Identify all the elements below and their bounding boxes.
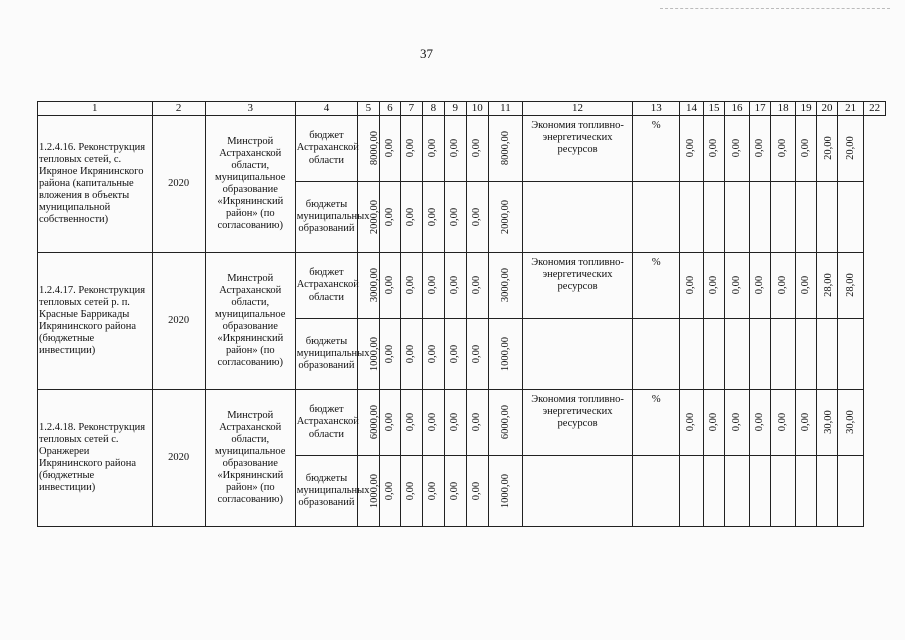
funding-value-text: 8000,00 <box>500 131 512 166</box>
funding-value <box>401 116 422 182</box>
funding-value <box>445 456 466 527</box>
target-value <box>795 390 816 456</box>
funding-value-text: 0,00 <box>383 207 395 227</box>
funding-value-text: 0,00 <box>471 413 483 432</box>
empty-target-cell <box>725 456 750 527</box>
funding-value <box>489 182 523 253</box>
funding-value-text: 0,00 <box>471 276 483 295</box>
funding-value <box>466 253 489 319</box>
funding-value <box>422 456 445 527</box>
measure-description: 1.2.4.17. Реконструкция тепловых сетей р. п. Красные Баррикады Икрянинского района (бюджетные инвестиции) <box>38 253 153 390</box>
target-value <box>680 116 704 182</box>
empty-target-cell <box>703 182 724 253</box>
empty-target-cell <box>680 456 704 527</box>
empty-target-cell <box>795 319 816 390</box>
target-value <box>837 253 864 319</box>
target-value-text: 0,00 <box>708 413 720 432</box>
target-value-text: 0,00 <box>754 413 766 432</box>
measure-executor: Минстрой Астраханской области, муниципальное образование «Икрянинский район» (по согласованию) <box>205 116 295 253</box>
target-value-text: 0,00 <box>777 413 789 432</box>
target-value-text: 0,00 <box>777 276 789 295</box>
empty-target-cell <box>771 182 796 253</box>
funding-value <box>401 253 422 319</box>
empty-unit-cell <box>633 456 680 527</box>
target-value <box>771 390 796 456</box>
column-header-13: 13 <box>633 102 680 116</box>
funding-value <box>489 253 523 319</box>
target-value <box>680 390 704 456</box>
table-row <box>38 253 886 319</box>
target-value <box>703 390 724 456</box>
measure-executor: Минстрой Астраханской области, муниципальное образование «Икрянинский район» (по согласованию) <box>205 390 295 527</box>
empty-unit-cell <box>633 182 680 253</box>
funding-source-name: бюджет Астраханской области <box>295 253 357 319</box>
target-value-text: 28,00 <box>823 273 835 298</box>
target-value-text: 20,00 <box>823 136 835 161</box>
empty-target-cell <box>749 456 770 527</box>
funding-value <box>445 182 466 253</box>
target-value <box>725 116 750 182</box>
column-header-2: 2 <box>152 102 205 116</box>
funding-value-text: 1000,00 <box>500 473 512 509</box>
column-header-15: 15 <box>703 102 724 116</box>
funding-value-text: 8000,00 <box>369 131 381 166</box>
funding-source-name: бюджет Астраханской области <box>295 116 357 182</box>
target-value-text: 0,00 <box>800 139 812 158</box>
column-header-3: 3 <box>205 102 295 116</box>
target-value <box>749 116 770 182</box>
funding-value <box>358 253 379 319</box>
empty-target-cell <box>725 319 750 390</box>
empty-target-cell <box>771 319 796 390</box>
empty-target-cell <box>771 456 796 527</box>
target-value <box>771 116 796 182</box>
target-value <box>837 390 864 456</box>
target-value-text: 0,00 <box>685 139 697 158</box>
funding-value <box>489 319 523 390</box>
column-header-12: 12 <box>522 102 632 116</box>
column-header-8: 8 <box>422 102 445 116</box>
funding-value-text: 0,00 <box>405 344 417 364</box>
target-value-text: 28,00 <box>844 273 856 298</box>
funding-value-text: 0,00 <box>427 276 439 295</box>
measure-executor: Минстрой Астраханской области, муниципальное образование «Икрянинский район» (по согласованию) <box>205 253 295 390</box>
column-header-10: 10 <box>466 102 489 116</box>
funding-value-text: 0,00 <box>427 344 439 364</box>
funding-value <box>422 253 445 319</box>
target-value-text: 30,00 <box>844 410 856 435</box>
funding-value-text: 0,00 <box>449 481 461 501</box>
funding-value-text: 0,00 <box>405 413 417 432</box>
funding-value-text: 0,00 <box>449 344 461 364</box>
indicator-unit: % <box>633 390 680 456</box>
empty-target-cell <box>703 456 724 527</box>
funding-value <box>358 319 379 390</box>
indicator-unit: % <box>633 253 680 319</box>
empty-indicator-cell <box>522 319 632 390</box>
column-header-7: 7 <box>401 102 422 116</box>
empty-indicator-cell <box>522 456 632 527</box>
column-header-4: 4 <box>295 102 357 116</box>
funding-value-text: 0,00 <box>471 139 483 158</box>
target-value-text: 0,00 <box>685 276 697 295</box>
funding-value-text: 0,00 <box>427 413 439 432</box>
funding-value-text: 0,00 <box>383 139 395 158</box>
funding-source-name: бюджеты муниципальных образований <box>295 456 357 527</box>
table-row <box>38 390 886 456</box>
target-value <box>771 253 796 319</box>
funding-value-text: 6000,00 <box>369 405 381 440</box>
target-value <box>703 253 724 319</box>
empty-target-cell <box>703 319 724 390</box>
column-header-22: 22 <box>864 102 886 116</box>
target-value-text: 0,00 <box>800 276 812 295</box>
funding-value-text: 0,00 <box>471 481 483 501</box>
funding-value <box>422 116 445 182</box>
column-header-6: 6 <box>379 102 400 116</box>
funding-value <box>445 319 466 390</box>
column-header-11: 11 <box>489 102 523 116</box>
funding-value <box>489 116 523 182</box>
funding-value-text: 0,00 <box>449 413 461 432</box>
funding-value <box>358 116 379 182</box>
column-header-18: 18 <box>771 102 796 116</box>
indicator-unit: % <box>633 116 680 182</box>
funding-value-text: 1000,00 <box>369 336 381 372</box>
column-header-14: 14 <box>680 102 704 116</box>
target-value <box>837 116 864 182</box>
funding-value <box>379 456 400 527</box>
funding-value <box>358 390 379 456</box>
target-value <box>817 116 837 182</box>
column-header-21: 21 <box>837 102 864 116</box>
table-row <box>38 116 886 182</box>
funding-value <box>379 253 400 319</box>
column-header-9: 9 <box>445 102 466 116</box>
funding-value-text: 3000,00 <box>369 268 381 303</box>
funding-value-text: 0,00 <box>449 207 461 227</box>
target-value <box>725 253 750 319</box>
funding-value <box>379 182 400 253</box>
funding-value-text: 0,00 <box>427 481 439 501</box>
empty-target-cell <box>795 182 816 253</box>
funding-value-text: 0,00 <box>405 481 417 501</box>
funding-value <box>466 390 489 456</box>
funding-source-name: бюджеты муниципальных образований <box>295 319 357 390</box>
column-header-16: 16 <box>725 102 750 116</box>
target-value <box>749 390 770 456</box>
measure-description: 1.2.4.18. Реконструкция тепловых сетей с. Оранжереи Икрянинского района (бюджетные инвестиции) <box>38 390 153 527</box>
program-table <box>37 101 886 527</box>
funding-value-text: 1000,00 <box>500 336 512 372</box>
funding-value-text: 0,00 <box>471 344 483 364</box>
target-value <box>749 253 770 319</box>
funding-value <box>445 253 466 319</box>
funding-value <box>422 390 445 456</box>
target-value-text: 0,00 <box>708 139 720 158</box>
funding-value-text: 2000,00 <box>500 199 512 235</box>
empty-target-cell <box>817 319 837 390</box>
target-value-text: 30,00 <box>823 410 835 435</box>
funding-value-text: 0,00 <box>405 276 417 295</box>
column-header-19: 19 <box>795 102 816 116</box>
funding-value <box>489 456 523 527</box>
funding-value <box>466 319 489 390</box>
funding-source-name: бюджет Астраханской области <box>295 390 357 456</box>
empty-target-cell <box>680 319 704 390</box>
target-value-text: 0,00 <box>800 413 812 432</box>
empty-target-cell <box>725 182 750 253</box>
top-edge-line <box>660 8 890 9</box>
funding-value-text: 0,00 <box>383 413 395 432</box>
target-value-text: 0,00 <box>685 413 697 432</box>
funding-value <box>445 116 466 182</box>
funding-value-text: 0,00 <box>449 276 461 295</box>
funding-value-text: 0,00 <box>383 276 395 295</box>
funding-value-text: 1000,00 <box>369 473 381 509</box>
funding-value <box>401 319 422 390</box>
target-value-text: 0,00 <box>731 139 743 158</box>
empty-indicator-cell <box>522 182 632 253</box>
funding-value <box>466 456 489 527</box>
funding-value <box>379 319 400 390</box>
funding-value-text: 0,00 <box>405 139 417 158</box>
target-value <box>703 116 724 182</box>
funding-value-text: 0,00 <box>427 207 439 227</box>
indicator-name: Экономия топливно-энергетических ресурсов <box>522 116 632 182</box>
measure-year: 2020 <box>152 116 205 253</box>
funding-value <box>379 390 400 456</box>
measure-year: 2020 <box>152 390 205 527</box>
target-value-text: 0,00 <box>708 276 720 295</box>
funding-value <box>401 182 422 253</box>
empty-target-cell <box>817 456 837 527</box>
target-value-text: 0,00 <box>731 413 743 432</box>
funding-value-text: 2000,00 <box>369 199 381 235</box>
target-value-text: 0,00 <box>777 139 789 158</box>
column-header-1: 1 <box>38 102 153 116</box>
funding-value <box>358 456 379 527</box>
funding-value <box>401 456 422 527</box>
funding-value-text: 6000,00 <box>500 405 512 440</box>
funding-value <box>401 390 422 456</box>
funding-value-text: 0,00 <box>427 139 439 158</box>
indicator-name: Экономия топливно-энергетических ресурсов <box>522 390 632 456</box>
column-header-5: 5 <box>358 102 379 116</box>
target-value-text: 20,00 <box>844 136 856 161</box>
empty-target-cell <box>680 182 704 253</box>
funding-value <box>466 116 489 182</box>
target-value-text: 0,00 <box>731 276 743 295</box>
target-value <box>795 116 816 182</box>
funding-value-text: 3000,00 <box>500 268 512 303</box>
funding-value <box>422 319 445 390</box>
empty-target-cell <box>837 182 864 253</box>
funding-value <box>379 116 400 182</box>
target-value <box>725 390 750 456</box>
funding-value-text: 0,00 <box>471 207 483 227</box>
empty-target-cell <box>837 319 864 390</box>
measure-description: 1.2.4.16. Реконструкция тепловых сетей, с. Икряное Икрянинского района (капитальные вложения в объекты муниципальной собственности) <box>38 116 153 253</box>
indicator-name: Экономия топливно-энергетических ресурсов <box>522 253 632 319</box>
funding-value-text: 0,00 <box>383 481 395 501</box>
empty-target-cell <box>837 456 864 527</box>
funding-value <box>358 182 379 253</box>
target-value <box>680 253 704 319</box>
funding-value-text: 0,00 <box>383 344 395 364</box>
page-number: 37 <box>420 46 433 61</box>
target-value <box>817 253 837 319</box>
funding-source-name: бюджеты муниципальных образований <box>295 182 357 253</box>
funding-value <box>489 390 523 456</box>
target-value-text: 0,00 <box>754 139 766 158</box>
column-header-row <box>38 102 886 116</box>
measure-year: 2020 <box>152 253 205 390</box>
empty-target-cell <box>749 182 770 253</box>
funding-value <box>422 182 445 253</box>
funding-value-text: 0,00 <box>405 207 417 227</box>
target-value <box>817 390 837 456</box>
column-header-20: 20 <box>817 102 837 116</box>
column-header-17: 17 <box>749 102 770 116</box>
funding-value <box>466 182 489 253</box>
funding-value <box>445 390 466 456</box>
empty-target-cell <box>749 319 770 390</box>
target-value <box>795 253 816 319</box>
empty-unit-cell <box>633 319 680 390</box>
target-value-text: 0,00 <box>754 276 766 295</box>
empty-target-cell <box>795 456 816 527</box>
funding-value-text: 0,00 <box>449 139 461 158</box>
empty-target-cell <box>817 182 837 253</box>
